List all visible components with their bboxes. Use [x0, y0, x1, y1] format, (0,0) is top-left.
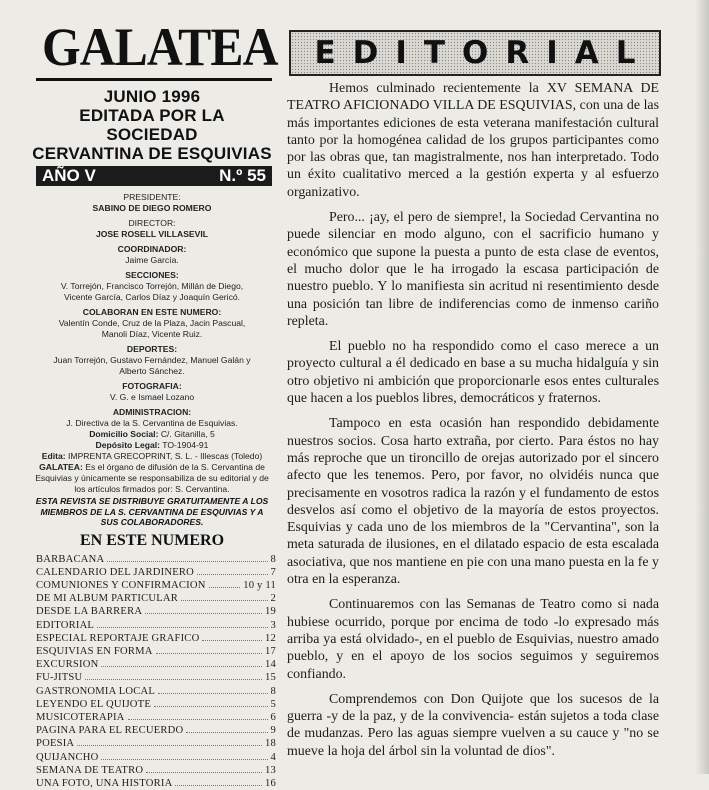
- toc-item-page: 9: [271, 724, 277, 737]
- toc-item-title: EDITORIAL: [36, 619, 94, 632]
- toc-item-title: MUSICOTERAPIA: [36, 711, 125, 724]
- toc-item-title: POESIA: [36, 737, 74, 750]
- toc-item-title: ESQUIVIAS EN FORMA: [36, 645, 153, 658]
- toc-item-title: EXCURSION: [36, 658, 98, 671]
- legal-deposit-value: TO-1904-91: [162, 440, 208, 450]
- toc-row: [36, 579, 276, 592]
- editorial-paragraph: Pero... ¡ay, el pero de siempre!, la Sociedad Cervantina no puede silenciar en modo alguno, con el sacrificio humano y económico que supone la puesta a punto de esta clase de eventos, el mucho dolor que le ha irrogado la escasa participación de nuestro pueblo. Y lo manifiesta sin acritud ni resentimiento desde una posición tan libre de indiferencias como de inmenso cariño repleta.: [287, 209, 659, 330]
- masthead-rule: [36, 78, 272, 81]
- masthead-title: GALATEA: [42, 18, 254, 78]
- toc-item-title: LEYENDO EL QUIJOTE: [36, 698, 151, 711]
- table-of-contents: [36, 553, 276, 790]
- sections-label: SECCIONES:: [32, 270, 272, 281]
- president-label: PRESIDENTE:: [32, 192, 272, 203]
- toc-item-page: 7: [271, 566, 277, 579]
- director-label: DIRECTOR:: [32, 218, 272, 229]
- toc-item-page: 18: [265, 737, 276, 750]
- editorial-paragraph: El pueblo no ha respondido como el caso merece a un proyecto cultural a él dedicado en base a su mucha hidalguía y sin otro objetivo ni ambición que proporcionarle esos entes culturales que hacen a los pueblos libres, democráticos y fraternos.: [287, 338, 659, 407]
- toc-item-title: QUIJANCHO: [36, 751, 98, 764]
- administration-label: ADMINISTRACION:: [32, 407, 272, 418]
- toc-item-title: ESPECIAL REPORTAJE GRAFICO: [36, 632, 199, 645]
- toc-row: [36, 737, 276, 750]
- galatea-note-line-3: los artículos firmados por: S. Cervantina.: [32, 484, 272, 495]
- printer-line: [32, 451, 272, 462]
- toc-item-page: 8: [271, 685, 277, 698]
- toc-row: [36, 685, 276, 698]
- toc-item-page: 5: [271, 698, 277, 711]
- address-label: Domicilio Social:: [89, 429, 158, 439]
- toc-item-page: 19: [265, 605, 276, 618]
- toc-leader-dots: [154, 705, 267, 707]
- toc-leader-dots: [186, 731, 267, 733]
- toc-leader-dots: [85, 678, 262, 680]
- sections-line-2: Vicente García, Carlos Díaz y Joaquín Gericó.: [32, 292, 272, 303]
- toc-item-title: BARBACANA: [36, 553, 104, 566]
- legal-deposit-label: Depósito Legal:: [96, 440, 160, 450]
- toc-item-title: GASTRONOMIA LOCAL: [36, 685, 155, 698]
- collaborators-line-1: Valentín Conde, Cruz de la Plaza, Jacin Pascual,: [32, 318, 272, 329]
- address-value: C/. Gitanilla, 5: [161, 429, 215, 439]
- printer-value: IMPRENTA GRECOPRINT, S. L. - Illescas (Toledo): [68, 451, 262, 461]
- coordinator-name: Jaime García.: [32, 255, 272, 266]
- photography-names: V. G. e Ismael Lozano: [32, 392, 272, 403]
- page-edge-shadow: [695, 0, 709, 774]
- galatea-note-line-1: [32, 462, 272, 473]
- toc-leader-dots: [101, 758, 267, 760]
- notice-line-2: MIEMBROS DE LA S. CERVANTINA DE ESQUIVIAS Y A: [32, 507, 272, 518]
- photography-label: FOTOGRAFIA:: [32, 381, 272, 392]
- legal-deposit-line: [32, 440, 272, 451]
- toc-item-page: 6: [271, 711, 277, 724]
- editorial-article: [287, 80, 659, 760]
- toc-leader-dots: [197, 573, 267, 575]
- toc-item-title: DESDE LA BARRERA: [36, 605, 142, 618]
- editorial-paragraph: Tampoco en esta ocasión han respondido debidamente nuestros socios. Cosa harto extraña, por cierto. Para éstos no hay más reproche que un tironcillo de orejas autorizado por el sincero afecto que les tenemos. Pero, por favor, no olvidéis nunca que precisamente en vosotros radica la razón y el fundamento de estos desvelos así como el objetivo de la mayoría de estos proyectos. Esquivias y cada uno de los miembros de la "Cervantina", son la meta saturada de ilusiones, en el dilatado espacio de esta escalada asociativa, que nos mantiene en pie con una mano puesta en la fe y otra en la esperanza.: [287, 415, 659, 588]
- publisher-line-2: CERVANTINA DE ESQUIVIAS: [32, 144, 272, 163]
- toc-leader-dots: [209, 586, 241, 588]
- toc-item-page: 3: [271, 619, 277, 632]
- toc-leader-dots: [202, 639, 262, 641]
- distribution-notice: [32, 496, 272, 528]
- administration-line: J. Directiva de la S. Cervantina de Esquivias.: [32, 418, 272, 429]
- toc-item-page: 15: [265, 671, 276, 684]
- toc-leader-dots: [158, 692, 267, 694]
- toc-row: [36, 645, 276, 658]
- editorial-heading-box: [289, 30, 661, 76]
- address-line: [32, 429, 272, 440]
- toc-row: [36, 553, 276, 566]
- credits-block: [32, 192, 272, 495]
- toc-item-page: 13: [265, 764, 276, 777]
- toc-leader-dots: [181, 599, 268, 601]
- toc-row: [36, 724, 276, 737]
- notice-line-1: ESTA REVISTA SE DISTRIBUYE GRATUITAMENTE A LOS: [32, 496, 272, 507]
- toc-row: [36, 711, 276, 724]
- toc-row: [36, 698, 276, 711]
- galatea-text-1: Es el órgano de difusión de la S. Cervantina de: [85, 462, 265, 472]
- toc-row: [36, 605, 276, 618]
- toc-leader-dots: [77, 744, 262, 746]
- toc-item-page: 8: [271, 553, 277, 566]
- toc-item-title: PAGINA PARA EL RECUERDO: [36, 724, 183, 737]
- year-label: AÑO V: [42, 166, 96, 186]
- sports-line-1: Juan Torrejón, Gustavo Fernández, Manuel Galán y: [32, 355, 272, 366]
- toc-item-title: DE MI ALBUM PARTICULAR: [36, 592, 178, 605]
- toc-title: EN ESTE NUMERO: [32, 532, 272, 550]
- toc-item-page: 14: [265, 658, 276, 671]
- coordinator-label: COORDINADOR:: [32, 244, 272, 255]
- toc-leader-dots: [146, 771, 262, 773]
- toc-leader-dots: [156, 652, 262, 654]
- toc-row: [36, 764, 276, 777]
- sports-line-2: Alberto Sánchez.: [32, 366, 272, 377]
- toc-row: [36, 751, 276, 764]
- toc-leader-dots: [101, 665, 262, 667]
- toc-leader-dots: [145, 612, 262, 614]
- toc-leader-dots: [128, 718, 268, 720]
- toc-leader-dots: [107, 560, 267, 562]
- collaborators-label: COLABORAN EN ESTE NUMERO:: [32, 307, 272, 318]
- publisher-line-1: EDITADA POR LA SOCIEDAD: [32, 106, 272, 144]
- toc-item-title: COMUNIONES Y CONFIRMACION: [36, 579, 206, 592]
- toc-row: [36, 632, 276, 645]
- toc-row: [36, 619, 276, 632]
- toc-row: [36, 566, 276, 579]
- director-name: JOSE ROSELL VILLASEVIL: [32, 229, 272, 240]
- issue-number: N.º 55: [219, 166, 266, 186]
- toc-row: [36, 777, 276, 790]
- toc-leader-dots: [97, 626, 267, 628]
- issue-bar: [36, 166, 272, 186]
- issue-date: JUNIO 1996: [32, 87, 272, 106]
- toc-item-title: CALENDARIO DEL JARDINERO: [36, 566, 194, 579]
- printer-label: Edita:: [42, 451, 66, 461]
- toc-row: [36, 671, 276, 684]
- sports-label: DEPORTES:: [32, 344, 272, 355]
- sections-line-1: V. Torrejón, Francisco Torrejón, Millán de Diego,: [32, 281, 272, 292]
- toc-item-page: 17: [265, 645, 276, 658]
- notice-line-3: SUS COLABORADORES.: [32, 517, 272, 528]
- editorial-heading: EDITORIAL: [314, 35, 652, 71]
- editorial-paragraph: Continuaremos con las Semanas de Teatro como si nada hubiese ocurrido, porque por encima de todo -lo expresado más arriba ya está olvidado-, en el pueblo de Esquivias, nuestro amado pueblo, y en el apoyo de los socios seguimos y seguiremos confiando.: [287, 596, 659, 682]
- editorial-paragraph: Comprendemos con Don Quijote que los sucesos de la guerra -y de la paz, y de la convivencia- están sujetos a toda clase de mudanzas. Pero las aguas siempre vuelven a su cauce y "no se mueve la hoja del árbol sin la voluntad de dios".: [287, 691, 659, 760]
- collaborators-line-2: Manoli Díaz, Vicente Ruiz.: [32, 329, 272, 340]
- galatea-note-line-2: Esquivias y únicamente se responsabiliza de su editorial y de: [32, 473, 272, 484]
- left-column: [32, 18, 272, 790]
- toc-item-page: 12: [265, 632, 276, 645]
- toc-row: [36, 592, 276, 605]
- toc-item-page: 4: [271, 751, 277, 764]
- toc-row: [36, 658, 276, 671]
- toc-item-page: 10 y 11: [243, 579, 276, 592]
- president-name: SABINO DE DIEGO ROMERO: [32, 203, 272, 214]
- toc-item-title: SEMANA DE TEATRO: [36, 764, 143, 777]
- galatea-label: GALATEA:: [39, 462, 83, 472]
- toc-item-title: FU-JITSU: [36, 671, 82, 684]
- editorial-paragraph: Hemos culminado recientemente la XV SEMANA DE TEATRO AFICIONADO VILLA DE ESQUIVIAS, con una de las más importantes ediciones de esta veterana manifestación cultural tanto por la homogénea calidad de los grupos participantes como por las obras que, tan magistralmente, nos han interpretado. Todo un éxito cualitativo merced a la gestión experta y al esfuerzo organizativo.: [287, 80, 659, 201]
- toc-leader-dots: [175, 784, 262, 786]
- toc-item-page: 2: [271, 592, 277, 605]
- toc-item-page: 16: [265, 777, 276, 790]
- toc-item-title: UNA FOTO, UNA HISTORIA: [36, 777, 172, 790]
